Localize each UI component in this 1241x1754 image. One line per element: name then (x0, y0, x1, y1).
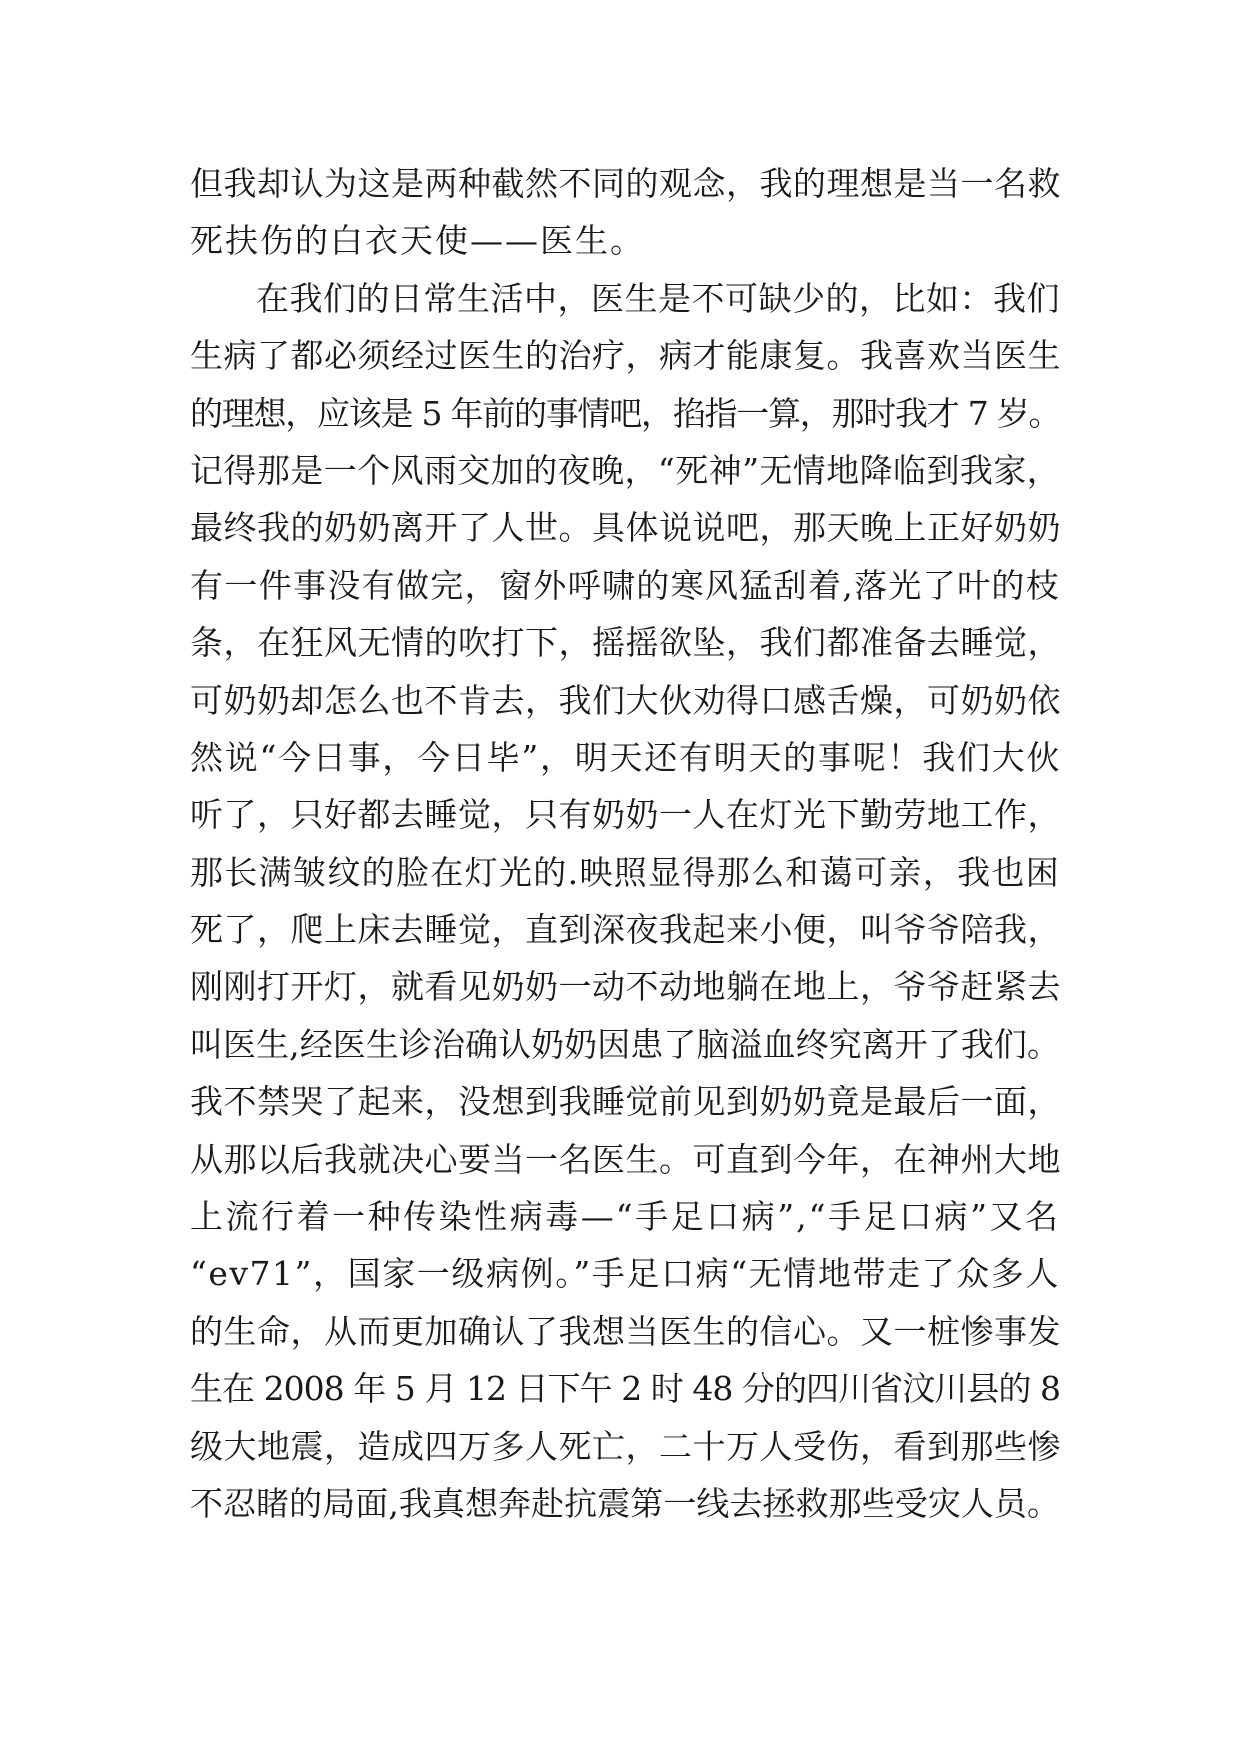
text-line: “ev71”，国家一级病例。”手足口病“无情地带走了众多人 (190, 1254, 1060, 1294)
text-line: 的理想，应该是 5 年前的事情吧，掐指一算，那时我才 7 岁。 (190, 393, 1061, 433)
text-line: 不忍睹的局面,我真想奔赴抗震第一线去拯救那些受灾人员。 (190, 1483, 1060, 1523)
paragraph-first-line: 在我们的日常生活中，医生是不可缺少的，比如：我们 (256, 278, 1060, 318)
text-line: 有一件事没有做完，窗外呼啸的寒风猛刮着,落光了叶的枝 (190, 565, 1060, 605)
text-line: 记得那是一个风雨交加的夜晚，“死神”无情地降临到我家， (190, 450, 1060, 490)
text-line: 然说“今日事，今日毕”，明天还有明天的事呢！我们大伙 (190, 737, 1062, 777)
text-line: 听了，只好都去睡觉，只有奶奶一人在灯光下勤劳地工作， (190, 795, 1061, 835)
text-line: 生在 2008 年 5 月 12 日下午 2 时 48 分的四川省汶川县的 8 (190, 1369, 1060, 1409)
text-line: 那长满皱纹的脸在灯光的.映照显得那么和蔼可亲，我也困 (190, 852, 1060, 892)
text-line: 我不禁哭了起来，没想到我睡觉前见到奶奶竟是最后一面， (190, 1082, 1061, 1122)
text-line: 死扶伤的白衣天使——医生。 (190, 221, 645, 261)
text-line: 生病了都必须经过医生的治疗，病才能康复。我喜欢当医生 (190, 336, 1061, 376)
text-line: 叫医生,经医生诊治确认奶奶因患了脑溢血终究离开了我们。 (190, 1024, 1060, 1064)
text-line: 上流行着一种传染性病毒—“手足口病”,“手足口病”又名 (190, 1197, 1060, 1237)
essay-body (190, 155, 1060, 1532)
text-line: 级大地震，造成四万多人死亡，二十万人受伤，看到那些惨 (190, 1426, 1061, 1466)
text-line: 但我却认为这是两种截然不同的观念，我的理想是当一名救 (190, 164, 1061, 203)
text-line: 的生命，从而更加确认了我想当医生的信心。又一桩惨事发 (190, 1311, 1061, 1351)
text-line: 条，在狂风无情的吹打下，摇摇欲坠，我们都准备去睡觉， (190, 623, 1061, 663)
text-line: 可奶奶却怎么也不肯去，我们大伙劝得口感舌燥，可奶奶依 (190, 680, 1061, 720)
text-line: 死了，爬上床去睡觉，直到深夜我起来小便，叫爷爷陪我， (190, 910, 1061, 950)
text-line: 刚刚打开灯，就看见奶奶一动不动地躺在地上，爷爷赶紧去 (190, 967, 1061, 1007)
text-line: 从那以后我就决心要当一名医生。可直到今年，在神州大地 (190, 1139, 1061, 1179)
text-line: 最终我的奶奶离开了人世。具体说说吧，那天晚上正好奶奶 (190, 508, 1061, 548)
